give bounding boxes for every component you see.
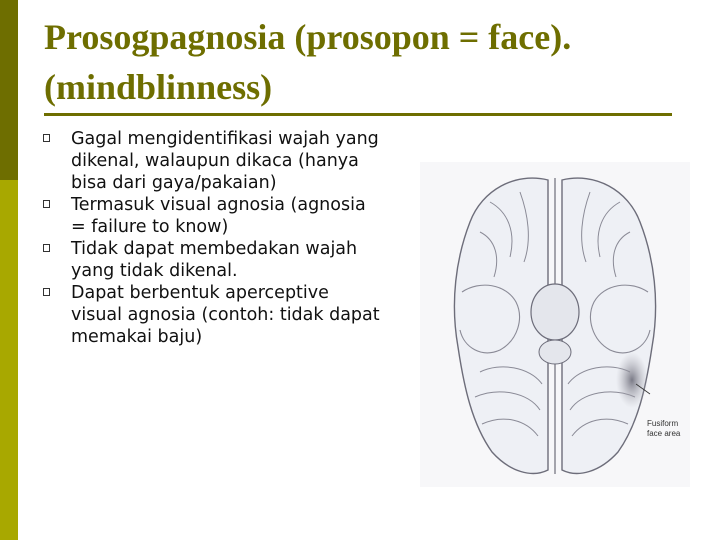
slide-title-line1: Prosogpagnosia (prosopon = face). <box>44 17 572 57</box>
hollow-square-bullet-icon <box>43 200 50 208</box>
side-accent-bar-light <box>0 180 18 540</box>
title-underline <box>44 113 672 116</box>
bullet-text: Dapat berbentuk aperceptive visual agnosia (contoh: tidak dapat memakai baju) <box>71 283 380 347</box>
bullet-item <box>40 238 380 282</box>
bullet-list <box>40 128 380 348</box>
bullet-item <box>40 282 380 348</box>
side-accent-bar-dark <box>0 0 18 180</box>
hollow-square-bullet-icon <box>43 244 50 252</box>
bullet-text: Tidak dapat membedakan wajah yang tidak dikenal. <box>71 239 358 281</box>
bullet-text: Gagal mengidentifikasi wajah yang dikenal, walaupun dikaca (hanya bisa dari gaya/pakaian) <box>71 129 379 193</box>
hollow-square-bullet-icon <box>43 288 50 296</box>
hollow-square-bullet-icon <box>43 134 50 142</box>
slide-title-line2: (mindblinness) <box>44 67 273 107</box>
bullet-item <box>40 194 380 238</box>
figure-caption-line2: face area <box>647 429 681 438</box>
figure-caption-line1: Fusiform <box>647 419 679 428</box>
slide-title <box>44 12 684 112</box>
bullet-text: Termasuk visual agnosia (agnosia = failure to know) <box>71 195 366 237</box>
figure-caption <box>647 419 707 439</box>
bullet-item <box>40 128 380 194</box>
